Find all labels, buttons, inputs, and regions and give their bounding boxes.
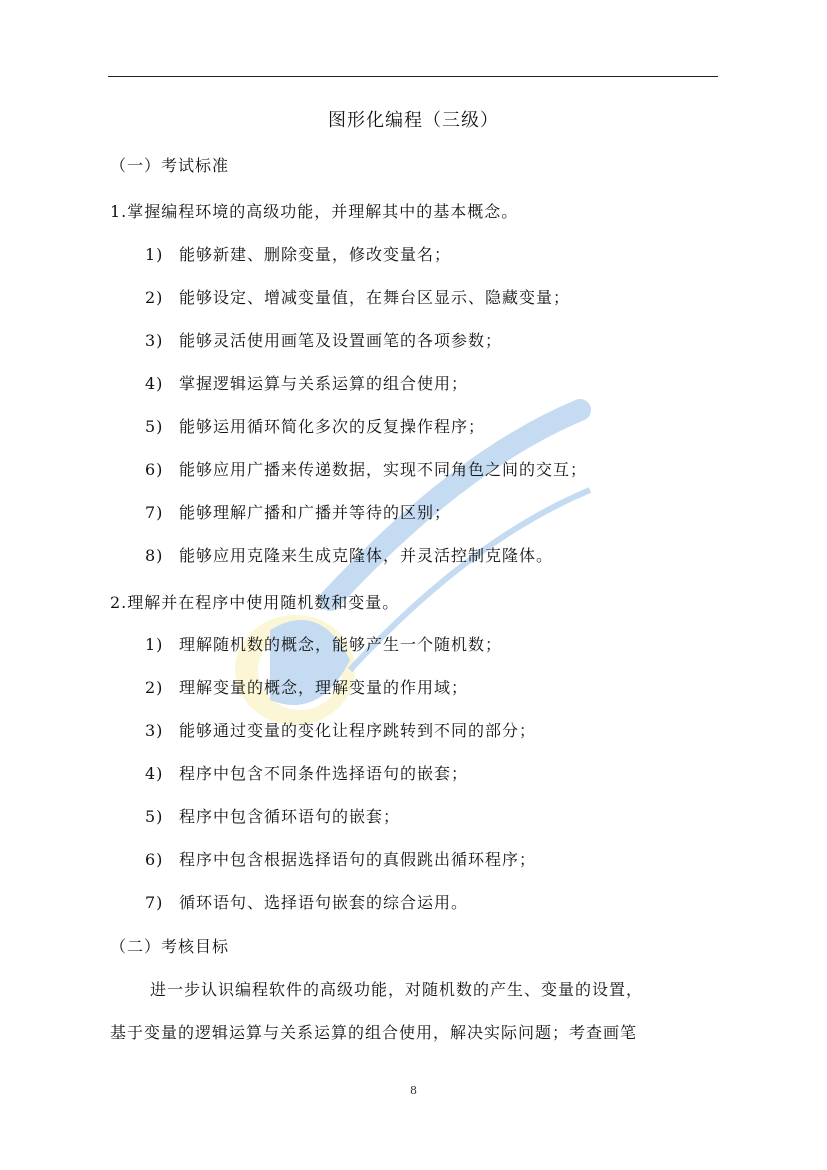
sub-item-text: 程序中包含根据选择语句的真假跳出循环程序； <box>179 850 537 869</box>
sub-item <box>145 890 468 913</box>
sub-item <box>145 761 468 784</box>
paragraph-line: 进一步认识编程软件的高级功能，对随机数的产生、变量的设置， <box>150 980 644 999</box>
sub-item <box>145 500 451 523</box>
sub-item-number: 5) <box>145 417 164 436</box>
sub-item-text: 能够应用广播来传递数据，实现不同角色之间的交互； <box>179 460 588 479</box>
sub-item <box>145 718 536 741</box>
sub-item-text: 程序中包含循环语句的嵌套； <box>179 807 401 826</box>
sub-item-number: 6) <box>145 850 164 869</box>
sub-item-text: 循环语句、选择语句嵌套的综合运用。 <box>179 893 469 912</box>
sub-item-text: 能够应用克隆来生成克隆体，并灵活控制克隆体。 <box>179 546 554 565</box>
sub-item <box>145 457 587 480</box>
sub-item <box>145 804 400 827</box>
sub-item <box>145 543 553 566</box>
sub-item-text: 能够新建、删除变量，修改变量名； <box>179 245 452 264</box>
sub-item-number: 7) <box>145 503 164 522</box>
sub-item <box>145 328 502 351</box>
sub-item-text: 掌握逻辑运算与关系运算的组合使用； <box>179 374 469 393</box>
page-number: 8 <box>410 1084 417 1097</box>
sub-item <box>145 675 468 698</box>
sub-item-number: 8) <box>145 546 164 565</box>
sub-item-number: 2) <box>145 288 164 307</box>
sub-item-text: 能够理解广播和广播并等待的区别； <box>179 503 452 522</box>
sub-item-number: 4) <box>145 374 164 393</box>
sub-item-number: 3) <box>145 721 164 740</box>
sub-item-text: 理解变量的概念，理解变量的作用域； <box>179 678 469 697</box>
sub-item <box>145 285 570 308</box>
sub-item <box>145 242 451 265</box>
sub-item-text: 能够运用循环简化多次的反复操作程序； <box>179 417 486 436</box>
list-item: 2.理解并在程序中使用随机数和变量。 <box>110 593 400 612</box>
sub-item-number: 1) <box>145 245 164 264</box>
page-title: 图形化编程（三级） <box>328 110 499 131</box>
header-rule <box>108 76 718 77</box>
sub-item-number: 7) <box>145 893 164 912</box>
sub-item-text: 理解随机数的概念，能够产生一个随机数； <box>179 635 503 654</box>
sub-item-text: 程序中包含不同条件选择语句的嵌套； <box>179 764 469 783</box>
sub-item <box>145 371 468 394</box>
sub-item-number: 1) <box>145 635 164 654</box>
sub-item-number: 4) <box>145 764 164 783</box>
sub-item <box>145 847 536 870</box>
sub-item-number: 2) <box>145 678 164 697</box>
sub-item <box>145 632 502 655</box>
paragraph-line: 基于变量的逻辑运算与关系运算的组合使用，解决实际问题；考查画笔 <box>110 1023 638 1042</box>
sub-item-number: 6) <box>145 460 164 479</box>
sub-item-number: 3) <box>145 331 164 350</box>
sub-item-text: 能够通过变量的变化让程序跳转到不同的部分； <box>179 721 537 740</box>
section-heading-goal: （二）考核目标 <box>110 937 230 956</box>
sub-item <box>145 414 485 437</box>
sub-item-number: 5) <box>145 807 164 826</box>
sub-item-text: 能够灵活使用画笔及设置画笔的各项参数； <box>179 331 503 350</box>
section-heading-standard: （一）考试标准 <box>110 156 230 175</box>
sub-item-text: 能够设定、增减变量值，在舞台区显示、隐藏变量； <box>179 288 571 307</box>
list-item: 1.掌握编程环境的高级功能，并理解其中的基本概念。 <box>110 202 519 221</box>
